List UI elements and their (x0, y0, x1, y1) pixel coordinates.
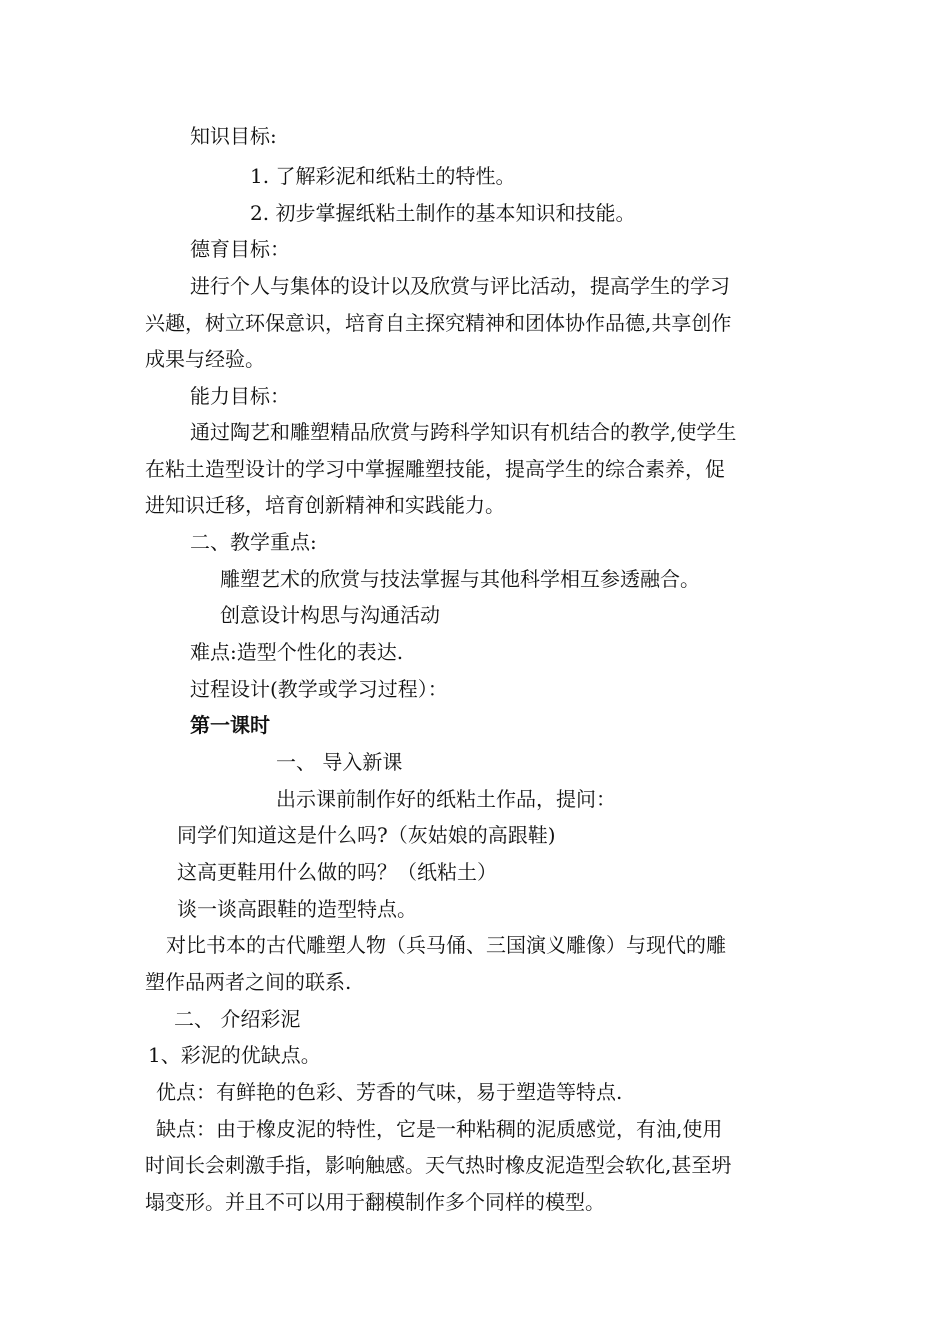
difficulty-line: 难点:造型个性化的表达. (190, 640, 404, 664)
focus-item-1: 雕塑艺术的欣赏与技法掌握与其他科学相互参透融合。 (220, 567, 700, 591)
clay-cons-line-3: 塌变形。并且不可以用于翻模制作多个同样的模型。 (145, 1190, 605, 1214)
intro-text: 出示课前制作好的纸粘土作品，提问： (276, 787, 616, 811)
moral-text-line-3: 成果与经验。 (145, 347, 265, 371)
clay-pros-line: 优点：有鲜艳的色彩、芳香的气味，易于塑造等特点. (156, 1080, 623, 1104)
ability-text-line-2: 在粘土造型设计的学习中掌握雕塑技能，提高学生的综合素养，促 (145, 457, 725, 481)
moral-text-line-1: 进行个人与集体的设计以及欣赏与评比活动，提高学生的学习 (190, 274, 730, 298)
knowledge-item-2: 2. 初步掌握纸粘土制作的基本知识和技能。 (250, 201, 636, 225)
section-intro-heading: 一、 导入新课 (276, 750, 403, 774)
knowledge-item-1: 1. 了解彩泥和纸粘土的特性。 (250, 164, 516, 188)
clay-cons-line-2: 时间长会刺激手指，影响触感。天气热时橡皮泥造型会软化,甚至坍 (145, 1153, 732, 1177)
heading-teaching-focus: 二、教学重点: (190, 530, 317, 554)
lesson-one-heading: 第一课时 (190, 713, 270, 737)
heading-ability-goals: 能力目标： (190, 384, 290, 408)
clay-pros-cons-heading: 1、彩泥的优缺点。 (148, 1043, 321, 1067)
process-design-heading: 过程设计(教学或学习过程）： (190, 677, 448, 701)
ability-text-line-3: 进知识迁移，培育创新精神和实践能力。 (145, 493, 505, 517)
heading-knowledge-goals: 知识目标: (190, 124, 277, 148)
moral-text-line-2: 兴趣，树立环保意识，培育自主探究精神和团体协作品德,共享创作 (145, 311, 732, 335)
section-colored-clay-heading: 二、 介绍彩泥 (174, 1007, 301, 1031)
question-line-2: 这高更鞋用什么做的吗？（纸粘土） (177, 860, 497, 884)
compare-line-2: 塑作品两者之间的联系. (145, 970, 352, 994)
focus-item-2: 创意设计构思与沟通活动 (220, 603, 440, 627)
clay-cons-line-1: 缺点：由于橡皮泥的特性，它是一种粘稠的泥质感觉，有油,使用 (156, 1117, 723, 1141)
ability-text-line-1: 通过陶艺和雕塑精品欣赏与跨科学知识有机结合的教学,使学生 (190, 420, 737, 444)
question-line-1: 同学们知道这是什么吗?（灰姑娘的高跟鞋) (177, 823, 556, 847)
heading-moral-goals: 德育目标： (190, 237, 290, 261)
question-line-3: 谈一谈高跟鞋的造型特点。 (177, 897, 417, 921)
compare-line-1: 对比书本的古代雕塑人物（兵马俑、三国演义雕像）与现代的雕 (166, 933, 726, 957)
